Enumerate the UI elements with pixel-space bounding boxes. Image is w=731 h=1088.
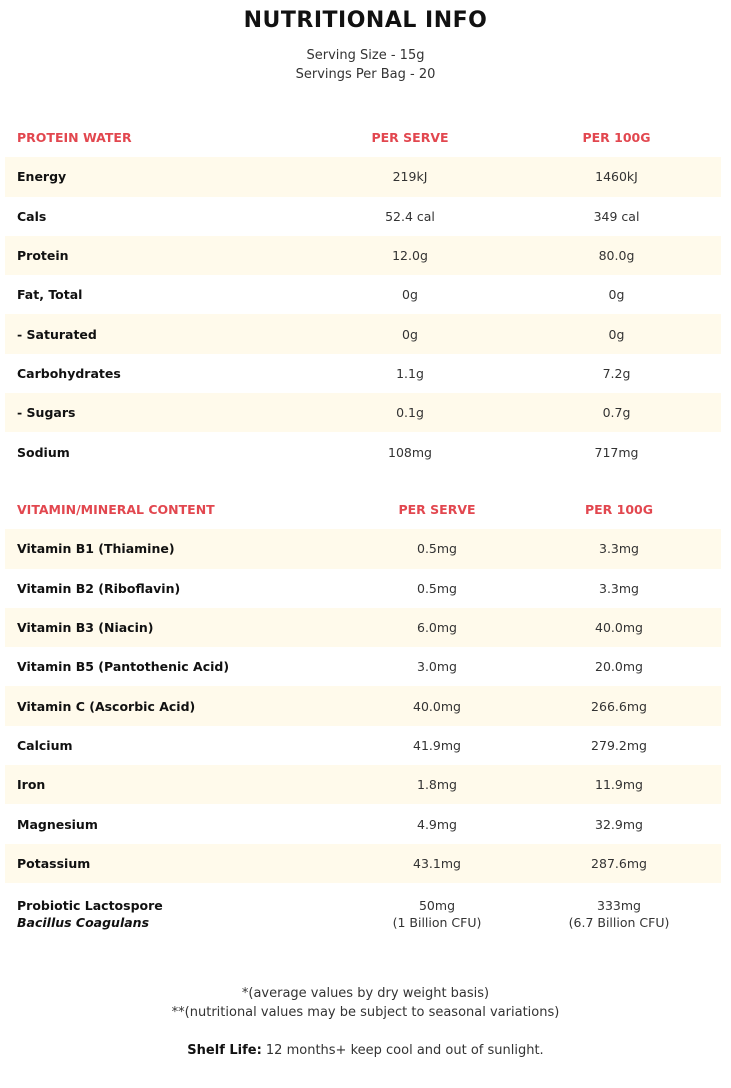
per-serve-value: 0g — [402, 287, 418, 303]
nutrient-name: Energy — [5, 157, 308, 196]
table-row — [5, 686, 721, 725]
column-header: PROTEIN WATER — [17, 130, 132, 146]
nutrient-name: Vitamin B5 (Pantothenic Acid) — [17, 659, 230, 675]
per-100g-value: 1460kJ — [512, 157, 721, 196]
nutrient-name: Cals — [17, 208, 47, 224]
serving-size: Serving Size - 15g — [306, 48, 425, 63]
per-100g-value: 717mg — [594, 444, 639, 460]
per-100g-value: 0g — [608, 287, 625, 303]
table-row — [5, 432, 721, 471]
per-serve-value: 43.1mg — [357, 844, 517, 883]
probiotic-per-serve: 50mg — [418, 897, 456, 913]
per-100g-value: 279.2mg — [591, 737, 647, 753]
probiotic-per-serve-cfu: (1 Billion CFU) — [392, 914, 482, 930]
nutrient-name: Iron — [5, 765, 357, 804]
column-header: PER SERVE — [371, 130, 449, 146]
table-row — [5, 354, 721, 393]
per-serve-value: 0.5mg — [417, 580, 457, 596]
table-row — [5, 197, 721, 236]
table-row — [5, 569, 721, 608]
shelf-life-note — [0, 1043, 731, 1058]
per-100g-value: 11.9mg — [517, 765, 721, 804]
per-100g-value: 3.3mg — [517, 529, 721, 568]
per-100g-value: 0g — [512, 314, 721, 353]
per-100g-value: 266.6mg — [517, 686, 721, 725]
per-serve-value: 3.0mg — [417, 659, 457, 675]
per-100g-value: 7.2g — [602, 365, 631, 381]
vitamin-table — [5, 490, 721, 945]
protein-table — [5, 118, 721, 472]
nutrient-name: Carbohydrates — [17, 365, 121, 381]
per-100g-value — [517, 883, 721, 945]
table-row — [5, 314, 721, 353]
table-row — [5, 726, 721, 765]
per-serve-value: 1.8mg — [357, 765, 517, 804]
table-row — [5, 804, 721, 843]
probiotic-scientific-name: Bacillus Coagulans — [17, 914, 150, 930]
nutrient-name: - Sugars — [5, 393, 308, 432]
average-values-note: *(average values by dry weight basis) — [241, 986, 490, 1001]
table-row — [5, 844, 721, 883]
table-row — [5, 608, 721, 647]
seasonal-variations-note: **(nutritional values may be subject to seasonal variations) — [171, 1005, 560, 1020]
column-header: VITAMIN/MINERAL CONTENT — [17, 502, 215, 518]
table-row — [5, 529, 721, 568]
per-serve-value: 41.9mg — [413, 737, 461, 753]
per-serve-value: 12.0g — [308, 236, 512, 275]
nutrient-name: Vitamin B1 (Thiamine) — [5, 529, 357, 568]
table-row — [5, 236, 721, 275]
nutrient-name: Calcium — [17, 737, 73, 753]
column-header: PER SERVE — [398, 502, 476, 518]
per-serve-value: 108mg — [388, 444, 432, 460]
per-100g-value: 20.0mg — [595, 659, 643, 675]
per-100g-value: 349 cal — [593, 208, 640, 224]
nutrient-name: Potassium — [5, 844, 357, 883]
nutrient-name: Sodium — [17, 444, 70, 460]
per-serve-value — [357, 883, 517, 945]
column-header: PER 100G — [582, 130, 651, 146]
probiotic-name: Probiotic Lactospore — [17, 897, 163, 913]
per-100g-value: 287.6mg — [517, 844, 721, 883]
nutrient-name: Vitamin B2 (Riboflavin) — [17, 580, 181, 596]
column-header: PER 100G — [584, 502, 654, 518]
table-row — [5, 157, 721, 196]
table-row — [5, 765, 721, 804]
servings-per-bag: Servings Per Bag - 20 — [295, 67, 436, 82]
per-serve-value: 0.5mg — [357, 529, 517, 568]
per-serve-value: 6.0mg — [357, 608, 517, 647]
per-serve-value: 0g — [308, 314, 512, 353]
table-header-row — [5, 490, 721, 529]
table-row — [5, 275, 721, 314]
shelf-life-label: Shelf Life: — [187, 1043, 262, 1058]
per-serve-value: 0.1g — [308, 393, 512, 432]
table-row — [5, 393, 721, 432]
probiotic-per-100g-cfu: (6.7 Billion CFU) — [568, 914, 670, 930]
nutrient-name — [5, 883, 357, 945]
probiotic-per-100g: 333mg — [597, 897, 641, 913]
per-serve-value: 219kJ — [308, 157, 512, 196]
nutrient-name: - Saturated — [5, 314, 308, 353]
per-serve-value: 40.0mg — [357, 686, 517, 725]
per-serve-value: 52.4 cal — [385, 208, 435, 224]
per-serve-value: 4.9mg — [417, 816, 457, 832]
per-100g-value: 0.7g — [512, 393, 721, 432]
per-serve-value: 1.1g — [396, 365, 424, 381]
nutrient-name: Vitamin B3 (Niacin) — [5, 608, 357, 647]
nutrient-name: Vitamin C (Ascorbic Acid) — [5, 686, 357, 725]
table-row-probiotic — [5, 883, 721, 945]
table-header-row — [5, 118, 721, 157]
per-100g-value: 3.3mg — [599, 580, 639, 596]
per-100g-value: 40.0mg — [517, 608, 721, 647]
nutrient-name: Fat, Total — [17, 287, 83, 303]
nutrient-name: Protein — [5, 236, 308, 275]
shelf-life-text: 12 months+ keep cool and out of sunlight. — [261, 1043, 544, 1058]
per-100g-value: 32.9mg — [595, 816, 643, 832]
table-row — [5, 647, 721, 686]
nutrient-name: Magnesium — [17, 816, 98, 832]
page-title: NUTRITIONAL INFO — [243, 8, 488, 33]
per-100g-value: 80.0g — [512, 236, 721, 275]
